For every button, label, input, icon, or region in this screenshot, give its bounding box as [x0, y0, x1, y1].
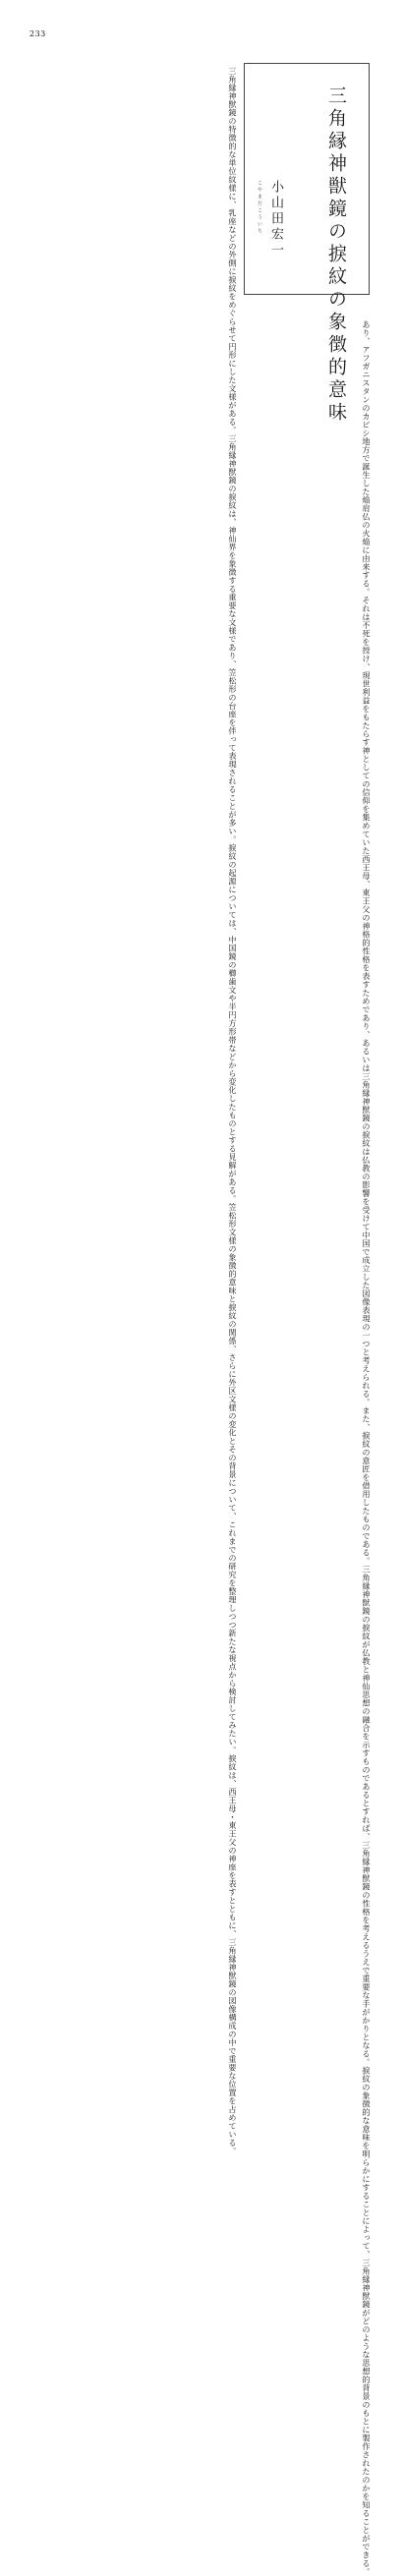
body-text-continued: あり、アフガニスタンのカピシ地方で誕生した焔肩仏の火焔に由来する。それは不死を授け、現世利益をもたらす神としての信仰を集めていた西王母、東王父の神格的性格を表すためであり、あるいは三角縁神獣鏡の捩紋は仏教の影響を受けて中国で成立した図像表現の一つと考えられる。また、捩紋の意匠を借用したものである。三角縁神獣鏡の捩紋が仏教と神仙思想の融合を示すものであるとすれば、三角縁神獣鏡の性格を考えるうえで重要な手がかりとなる。捩紋の象徴的な意味を明らかにすることによって、三角縁神獣鏡がどのような思想的背景のもとに製作されたのかを知ることができる。: [362, 320, 372, 2576]
author-name: 小山田宏一: [268, 180, 283, 258]
page-number: 233: [29, 29, 46, 38]
article-title: 三角縁神獣鏡の捩紋の象徴的意味: [325, 86, 347, 425]
author-ruby: こやまだこういち: [257, 180, 262, 235]
title-box: [244, 63, 370, 425]
body-text-main: 三角縁神獣鏡の特徴的な単位紋様に、乳座などの外側に捩紋をめぐらせて円形にした文様がある。三角縁神獣鏡の捩紋は、神仙界を象徴する重要な文様であり、笠松形の台座を伴って表現されることが多い。捩紋の起源については、中国鏡の櫛歯文や半円方形帯などから変化したものとする見解がある。笠松形文様の象徴的意味と捩紋の関係、さらに外区文様の変化とその背景について、これまでの研究を整理しつつ新たな視点から検討してみたい。捩紋は、西王母・東王父の神座を表すとともに、三角縁神獣鏡の図像構成の中で重要な位置を占めている。: [228, 67, 238, 2155]
